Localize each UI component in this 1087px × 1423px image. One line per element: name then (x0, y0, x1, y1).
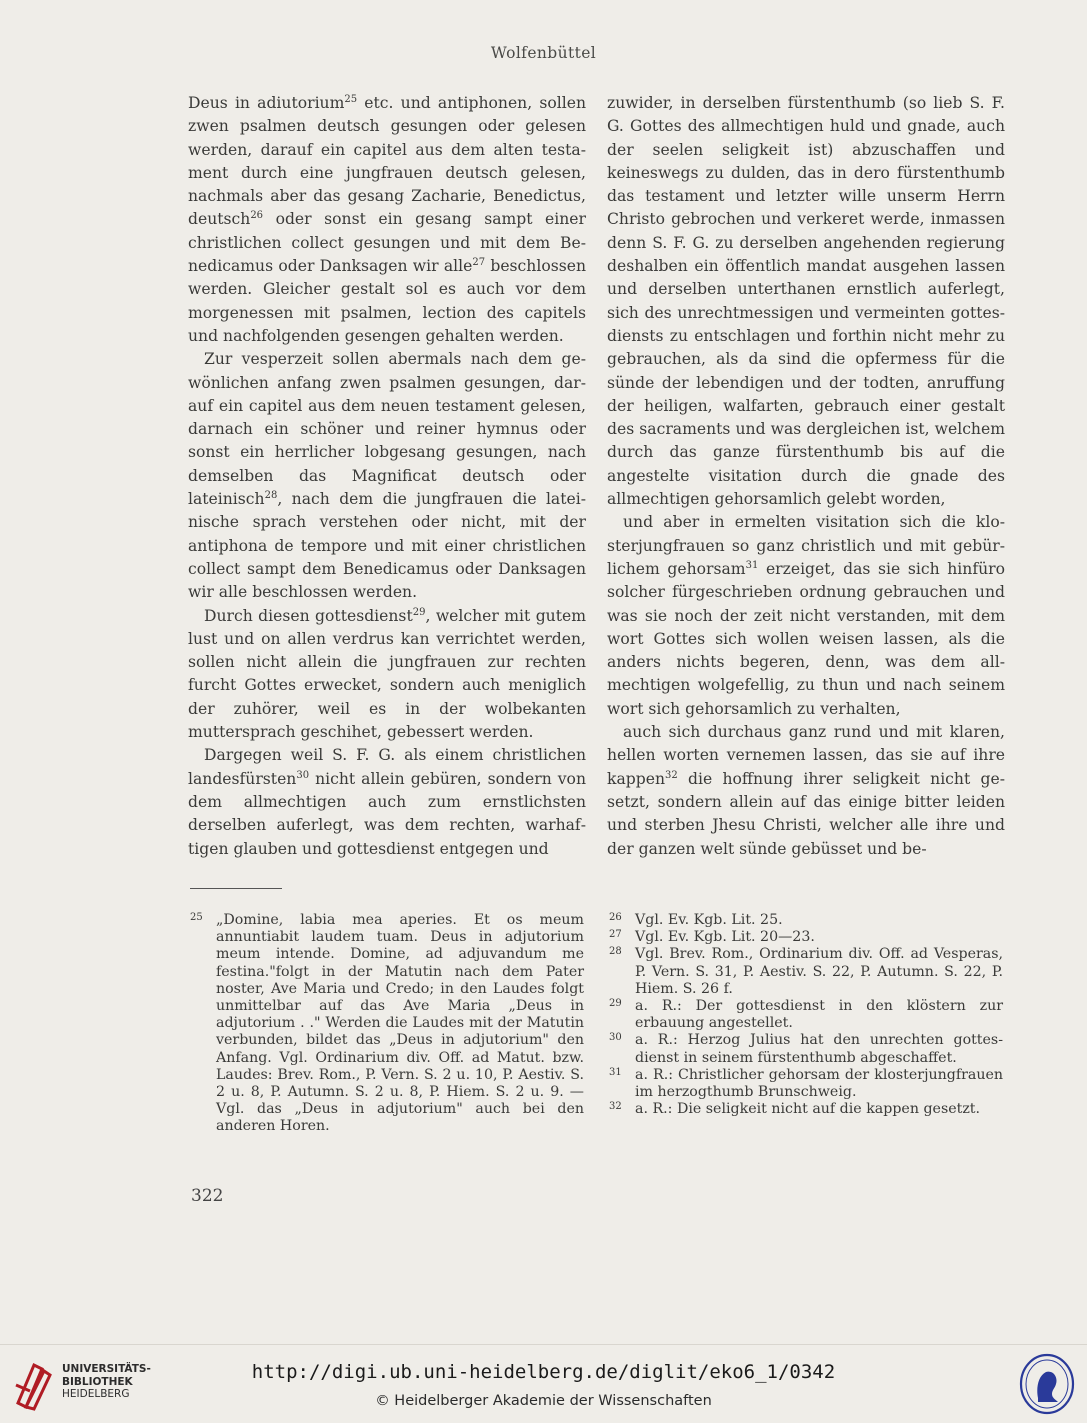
footnote-number: 32 (609, 1101, 622, 1113)
viewer-footer (0, 1344, 1087, 1423)
paragraph: zuwider, in derselben fürstenthumb (so lieb S. F. G. Gottes des allmechtigen huld und gnade, auch der seelen seligkeit ist) abzuschaffen und keineswegs zu dulden, das in dero fürstenthumb das testament und letzter wille unserm Herrn Christo gebrochen und verkeret werde, inmassen denn S. F. G. zu derselben angehenden regierung deshalben ein öffentlich mandat ausgehen lassen und derselben unterthanen ernstlich auferlegt, sich des unrechtmessigen und vermeinten gottesdiensts zu entschlagen und forthin nicht mehr zu gebrauchen, als da sind die opfermess für die sünde der lebendigen und der todten, anruffung der heiligen, walfarten, gebrauch einer gestalt des sacraments und was dergleichen ist, welchem durch das ganze fürstenthumb bis auf die angestelte visitation durch die gnade des allmechtigen gehorsamlich gelebt worden, (607, 94, 1005, 509)
footnote: 32 a. R.: Die seligkeit nicht auf die kappen gesetzt. (609, 1101, 1003, 1118)
footnote-ref[interactable]: 26 (250, 210, 264, 222)
footnote-number: 30 (609, 1032, 622, 1044)
footnote: 25 „Domine, labia mea aperies. Et os meum annuntiabit laudem tuam. Deus in adjutorium meum intende. Domine, ad adjuvandum me festina."folgt in der Matutin nach dem Pater noster, Ave Maria und Credo; in den Laudes folgt unmittelbar auf das Ave Maria „Deus in adjutorium . ." Werden die Laudes mit der Matutin verbunden, bildet das „Deus in adjutorium" den Anfang. Vgl. Ordinarium div. Off. ad Matut. bzw. Laudes: Brev. Rom., P. Vern. S. 2 u. 10, P. Aestiv. S. 2 u. 8, P. Autumn. S. 2 u. 8, P. Hiem. S. 2 u. 9. — Vgl. das „Deus in adjutorium" auch bei den anderen Horen. (190, 912, 584, 1136)
footnotes-left (190, 912, 584, 1136)
page-number: 322 (191, 1186, 224, 1206)
footnote: 30 a. R.: Herzog Julius hat den unrechten gottesdienst in seinem fürstenthumb abgeschaffet. (609, 1032, 1003, 1066)
footnote: 29 a. R.: Der gottesdienst in den klöstern zur erbauung angestellet. (609, 998, 1003, 1032)
paragraph: Zur vesperzeit sollen abermals nach dem gewönlichen anfang zwen psalmen gesungen, darauf ein capitel aus dem neuen testament gelesen, darnach ein schöner und reiner hymnus oder sonst ein herrlicher lobgesang gesungen, nach demselben das Magnificat deutsch oder lateinisch$^{28}$, nach dem die jungfrauen die lateinische sprach verstehen oder nicht, mit der antiphona de tempore und mit einer christlichen collect sampt dem Benedicamus oder Danksagen wir alle beschlossen werden. (188, 350, 586, 602)
footnote-number: 25 (190, 912, 203, 923)
footnotes-right (609, 912, 1003, 1118)
academy-seal-icon (1018, 1352, 1076, 1416)
footnote-ref[interactable]: 31 (745, 559, 759, 571)
footnote-number: 31 (609, 1066, 622, 1078)
footnote-number: 28 (609, 946, 622, 958)
footnote-number: 29 (609, 998, 622, 1010)
logo-line: BIBLIOTHEK (62, 1375, 133, 1388)
left-text-column (188, 92, 586, 861)
paragraph: Deus in adiutorium$^{25}$ etc. und antiphonen, sollen zwen psalmen deutsch gesungen oder gelesen werden, darauf ein capitel aus dem alten testament durch eine jungfrauen deutsch gelesen, nachmals aber das gesang Zacharie, Benedictus, deutsch$^{26}$ oder sonst ein gesang sampt einer christlichen collect gesungen und mit dem Benedicamus oder Danksagen wir alle$^{27}$ beschlossen werden. Gleicher gestalt sol es auch vor dem morgenessen mit psalmen, lection des capitels und nachfolgenden gesengen gehalten werden. (188, 94, 586, 345)
paragraph: auch sich durchaus ganz rund und mit klaren, hellen worten vernemen lassen, das sie auf ihre kappen$^{32}$ die hoffnung ihrer seligkeit nicht gesetzt, sondern allein auf das einige bitter leiden und sterben Jhesu Christi, welcher alle ihre und der ganzen welt sünde gebüsset und be- (607, 723, 1005, 858)
footnote: 28 Vgl. Brev. Rom., Ordinarium div. Off. ad Vesperas, P. Vern. S. 31, P. Aestiv. S. 22, P. Autumn. S. 22, P. Hiem. S. 26 f. (609, 946, 1003, 998)
footnote-number: 26 (609, 912, 622, 923)
logo-line: UNIVERSITÄTS- (62, 1363, 151, 1375)
footnote-ref[interactable]: 30 (296, 769, 310, 781)
copyright-notice: © Heidelberger Akademie der Wissenschaften (375, 1393, 712, 1409)
footnote-separator (190, 888, 282, 889)
paragraph: Durch diesen gottesdienst$^{29}$, welcher mit gutem lust und on allen verdrus kan verrichtet werden, sollen nicht allein die jungfrauen zur rechten furcht Gottes erwecket, sondern auch meniglich der zuhörer, weil es in der wolbekanten muttersprach geschihet, gebessert werden. (188, 606, 586, 742)
footnote-ref[interactable]: 32 (664, 769, 678, 781)
running-head: Wolfenbüttel (490, 44, 597, 62)
footnote-number: 27 (609, 929, 622, 941)
logo-line: HEIDELBERG (62, 1388, 130, 1401)
right-text-column (607, 92, 1005, 861)
footnote: 27 Vgl. Ev. Kgb. Lit. 20—23. (609, 929, 1003, 946)
footnote-ref[interactable]: 25 (344, 94, 358, 105)
footnote-ref[interactable]: 28 (264, 490, 278, 502)
permalink-url[interactable]: http://digi.ub.uni-heidelberg.de/diglit/eko6_1/0342 (251, 1361, 836, 1383)
paragraph: Dargegen weil S. F. G. als einem christlichen landesfürsten$^{30}$ nicht allein gebüren, sondern von dem allmechtigen auch zum ernstlichsten derselben auferlegt, was dem rechten, warhaftigen glauben und gottesdienst entgegen und (188, 746, 586, 858)
footnote: 26 Vgl. Ev. Kgb. Lit. 25. (609, 912, 1003, 929)
paragraph: und aber in ermelten visitation sich die klosterjungfrauen so ganz christlich und mit gebürlichem gehorsam$^{31}$ erzeiget, das sie sich hinfüro solcher fürgeschrieben ordnung gebrauchen und was sie noch der zeit nicht verstanden, mit dem wort Gottes sich wollen weisen lassen, als die anders nichts begeren, denn, was dem allmechtigen wolgefellig, zu thun und nach seinem wort sich gehorsamlich zu verhalten, (607, 513, 1005, 718)
footnote-ref[interactable]: 29 (412, 606, 426, 618)
footnote: 31 a. R.: Christlicher gehorsam der klosterjungfrauen im herzogthumb Brunschweig. (609, 1067, 1003, 1101)
footnote-ref[interactable]: 27 (472, 257, 486, 269)
